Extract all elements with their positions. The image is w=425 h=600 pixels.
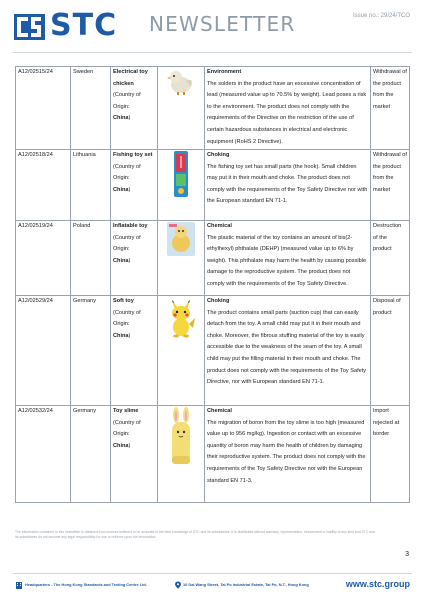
toy-slime-icon [169,406,193,466]
origin-country: China [113,186,129,193]
website-link[interactable]: www.stc.group [345,579,410,589]
reference-number: A12/02519/24 [16,221,71,296]
product-name: Inflatable toy [113,223,148,229]
origin-label: (Country of Origin: [113,92,141,110]
product-cell: Soft toy (Country of Origin: China) [111,296,158,406]
reference-number: A12/02532/24 [16,406,71,503]
risk-description: The product contains small parts (suction cup) that can easily detach from the toy. A small child may put it in their mouth and choke. Moreover, the fibrous stuffing material of the toy is easily accessible due to the weakness of the seam of the toy. A small child may put the filling material in their mouth and choke. The product does not comply with the requirements of the Toy Safety Directive, nor with European standard EN 71-1. [207,309,367,386]
measures-taken: Withdrawal of the product from the market [371,67,410,150]
page-number: 3 [405,551,409,558]
product-cell: Fishing toy set (Country of Origin: China) [111,150,158,221]
origin-label: (Country of Origin: [113,419,141,438]
table-row [16,406,410,503]
notifying-country: Germany [71,406,111,503]
product-image-cell [158,406,205,503]
toy-chicken-icon [166,67,196,95]
product-image-cell [158,67,205,150]
measures-taken: Import rejected at border [371,406,410,503]
footer-disclaimer: The information contained in this newsletter is obtained from sources believed to be accurate to the best knowledge of STC and its subsidiaries. It is distributed without warranty, representation, inducement or liability of any kind and STC and its subsidiaries do not assume any legal responsibility for use or reliance upon the information. [15,530,375,539]
header-divider [13,52,412,53]
measures-taken: Disposal of product [371,296,410,406]
footer-divider [13,573,412,574]
risk-type: Choking [207,152,230,158]
product-image-cell [158,150,205,221]
risk-description-cell [205,150,371,221]
risk-type: Chemical [207,223,232,229]
inflatable-toy-icon [166,221,196,257]
measures-taken: Withdrawal of the product from the market [371,150,410,221]
product-name: Toy slime [113,408,139,414]
footer-bar [15,579,410,593]
origin-label: (Country of Origin: [113,234,141,253]
table-row [16,296,410,406]
product-image-cell [158,296,205,406]
origin-label: (Country of Origin: [113,163,141,182]
reference-number: A12/02529/24 [16,296,71,406]
origin-country: China [113,442,129,449]
stc-logo-icon [14,14,45,40]
product-cell: Toy slime (Country of Origin: China) [111,406,158,503]
risk-type: Choking [207,298,230,304]
origin-country: China [113,115,129,122]
risk-type: Chemical [207,408,232,414]
origin-country: China [113,332,129,339]
headquarters-address: 10 Dai Wang Street, Tai Po Industrial Estate, Tai Po, N.T., Hong Kong [183,582,309,587]
soft-toy-icon [166,296,196,338]
newsletter-title: NEWSLETTER [149,12,296,36]
building-icon [15,581,23,589]
notifying-country: Lithuania [71,150,111,221]
risk-description-cell [205,296,371,406]
product-name: Electrical toy chicken [113,69,148,87]
origin-country: China [113,257,129,264]
location-pin-icon [174,581,182,589]
reference-number: A12/02515/24 [16,67,71,150]
headquarters-name: Headquarters - The Hong Kong Standards and Testing Centre Ltd. [25,582,147,587]
product-name: Soft toy [113,298,134,304]
risk-type: Environment [207,69,242,75]
product-cell: Electrical toy chicken (Country of Origin: China) [111,67,158,150]
risk-description: The migration of boron from the toy slime is too high (measured value up to 956 mg/kg). Ingestion or contact with an excessive quantity of boron may harm the health of children by damaging their reproductive system. The product does not comply with the requirements of the Toy Safety Directive nor with the European standard EN 71-3. [207,419,366,484]
issue-number: Issue no.: 29/24/TCO [352,13,410,19]
table-row [16,150,410,221]
newsletter-header [0,0,425,52]
brand-name: STC [50,8,118,43]
risk-description-cell [205,67,371,150]
notifying-country: Poland [71,221,111,296]
fishing-toy-icon [172,150,190,198]
table-row [16,221,410,296]
notifying-country: Germany [71,296,111,406]
risk-description-cell [205,406,371,503]
origin-label: (Country of Origin: [113,309,141,328]
table-row [16,67,410,150]
product-cell: Inflatable toy (Country of Origin: China) [111,221,158,296]
recall-table [15,66,410,503]
product-image-cell [158,221,205,296]
risk-description: The fishing toy set has small parts (the hook). Small children may put it in their mouth and choke. The product does not comply with the requirements of the Toy Safety Directive nor with the European standard EN 71-1. [207,163,368,205]
measures-taken: Destruction of the product [371,221,410,296]
risk-description: The solders in the product have an excessive concentration of lead (measured value up to 70.5% by weight). Lead poses a risk to the environment. The product does not comply with the requirements of the Directive on the restriction of the use of certain hazardous substances in electrical and electronic equipment (RoHS 2 Directive). [207,80,367,145]
notifying-country: Sweden [71,67,111,150]
risk-description-cell [205,221,371,296]
reference-number: A12/02518/24 [16,150,71,221]
product-name: Fishing toy set [113,152,153,158]
risk-description: The plastic material of the toy contains an amount of bis(2-ethylhexyl) phthalate (DEHP) (measured value up to 6% by weight). This phthalate may harm the health by causing possible damage to the reproductive system. The product does not comply with the requirements of the Toy Safety Directive. [207,234,367,287]
